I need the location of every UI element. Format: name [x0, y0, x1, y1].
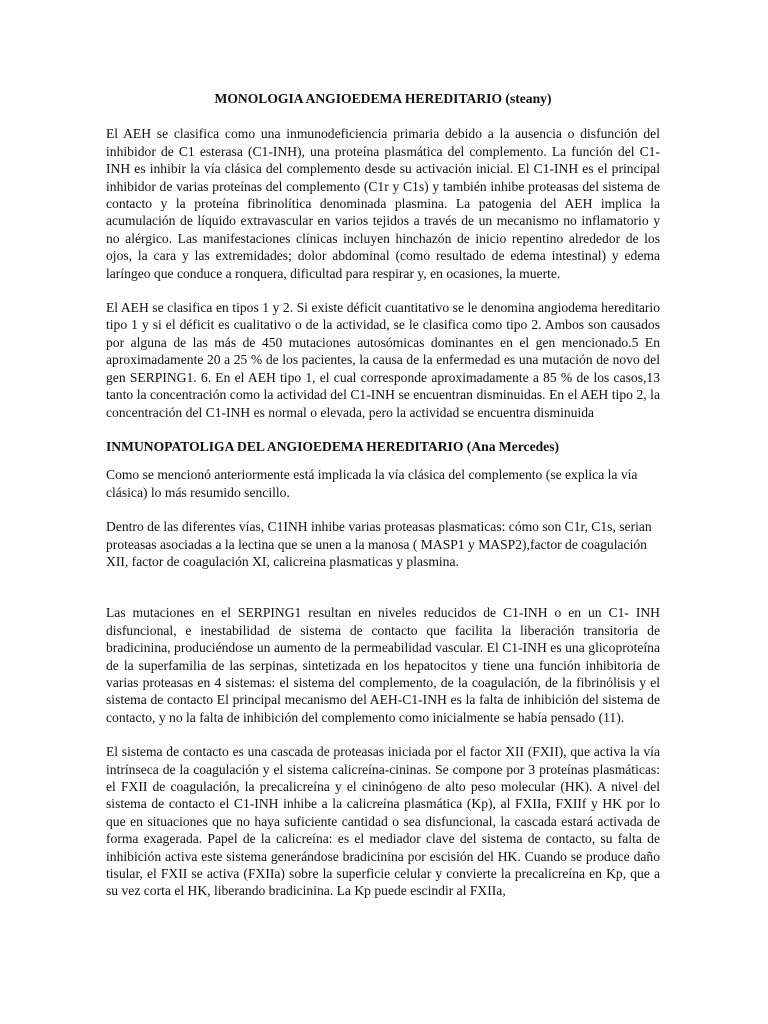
paragraph-aeh-types: El AEH se clasifica en tipos 1 y 2. Si existe déficit cuantitativo se le denomina angiodema hereditario tipo 1 y si el déficit es cualitativo o de la actividad, se le clasifica como tipo 2. Ambos son causados por alguna de las más de 450 mutaciones autosómicas dominantes en el gen mencionado.5 En aproximadamente 20 a 25 % de los pacientes, la causa de la enfermedad es una mutación de novo del gen SERPING1. 6. En el AEH tipo 1, el cual corresponde aproximadamente a 85 % de los casos,13 tanto la concentración como la actividad del C1-INH se encuentran disminuidas. En el AEH tipo 2, la concentración del C1-INH es normal o elevada, pero la actividad se encuentra disminuida	[106, 300, 660, 420]
document-page	[106, 90, 660, 917]
paragraph-serping1-mutaciones: Las mutaciones en el SERPING1 resultan en niveles reducidos de C1-INH o en un C1- INH disfuncional, e inestabilidad de sistema de contacto que facilita la liberación transitoria de bradicinina, produciéndose un aumento de la permeabilidad vascular. El C1-INH es una glicoproteína de la superfamilia de las serpinas, sintetizada en los hepatocitos y tiene una función inhibitoria de varias proteasas en 4 sistemas: el sistema del complemento, de la coagulación, de la fibrinólisis y el sistema de contacto El principal mecanismo del AEH-C1-INH es la falta de inhibición del sistema de contacto, y no la falta de inhibición del complemento como inicialmente se había pensado (11).	[106, 605, 660, 725]
section-heading-inmunopatologia: INMUNOPATOLIGA DEL ANGIOEDEMA HEREDITARIO (Ana Mercedes)	[106, 438, 560, 454]
document-title: MONOLOGIA ANGIOEDEMA HEREDITARIO (steany)	[214, 91, 552, 106]
paragraph-aeh-definition: El AEH se clasifica como una inmunodeficiencia primaria debido a la ausencia o disfunción del inhibidor de C1 esterasa (C1-INH), una proteína plasmática del complemento. La función del C1-INH es inhibir la vía clásica del complemento desde su activación inicial. El C1-INH es el principal inhibidor de varias proteínas del complemento (C1r y C1s) y también inhibe proteasas del sistema de contacto y la proteína fibrinolítica denominada plasmina. La patogenia del AEH implica la acumulación de líquido extravascular en varios tejidos a través de un mecanismo no inflamatorio y no alérgico. Las manifestaciones clínicas incluyen hinchazón de inicio repentino alrededor de los ojos, la cara y las extremidades; dolor abdominal (como resultado de edema intestinal) y edema laríngeo que conduce a ronquera, dificultad para respirar y, en ocasiones, la muerte.	[106, 126, 660, 281]
paragraph-c1inh-proteasas: Dentro de las diferentes vías, C1INH inhibe varias proteasas plasmaticas: cómo son C1r, C1s, serian proteasas asociadas a la lectina que se unen a la manosa ( MASP1 y MASP2),factor de coagulación XII, factor de coagulación XI, calicreina plasmaticas y plasmina.	[106, 519, 652, 569]
paragraph-via-clasica: Como se mencionó anteriormente está implicada la vía clásica del complemento (se explica la vía clásica) lo más resumido sencillo.	[106, 467, 638, 500]
paragraph-sistema-contacto: El sistema de contacto es una cascada de proteasas iniciada por el factor XII (FXII), que activa la vía intrínseca de la coagulación y el sistema calicreína-cininas. Se compone por 3 proteínas plasmáticas: el FXII de coagulación, la precalicreína y el cininógeno de alto peso molecular (HK). A nivel del sistema de contacto el C1-INH inhibe a la calicreína plasmática (Kp), al FXIIa, FXIIf y HK por lo que en situaciones que no haya suficiente cantidad o sea disfuncional, la cascada estará activada de forma exagerada. Papel de la calicreína: es el mediador clave del sistema de contacto, su falta de inhibición activa este sistema generándose bradicinina por escisión del HK. Cuando se produce daño tisular, el FXII se activa (FXIIa) sobre la superficie celular y convierte la precalicreína en Kp, que a su vez corta el HK, liberando bradicinina. La Kp puede escindir al FXIIa,	[106, 744, 660, 899]
